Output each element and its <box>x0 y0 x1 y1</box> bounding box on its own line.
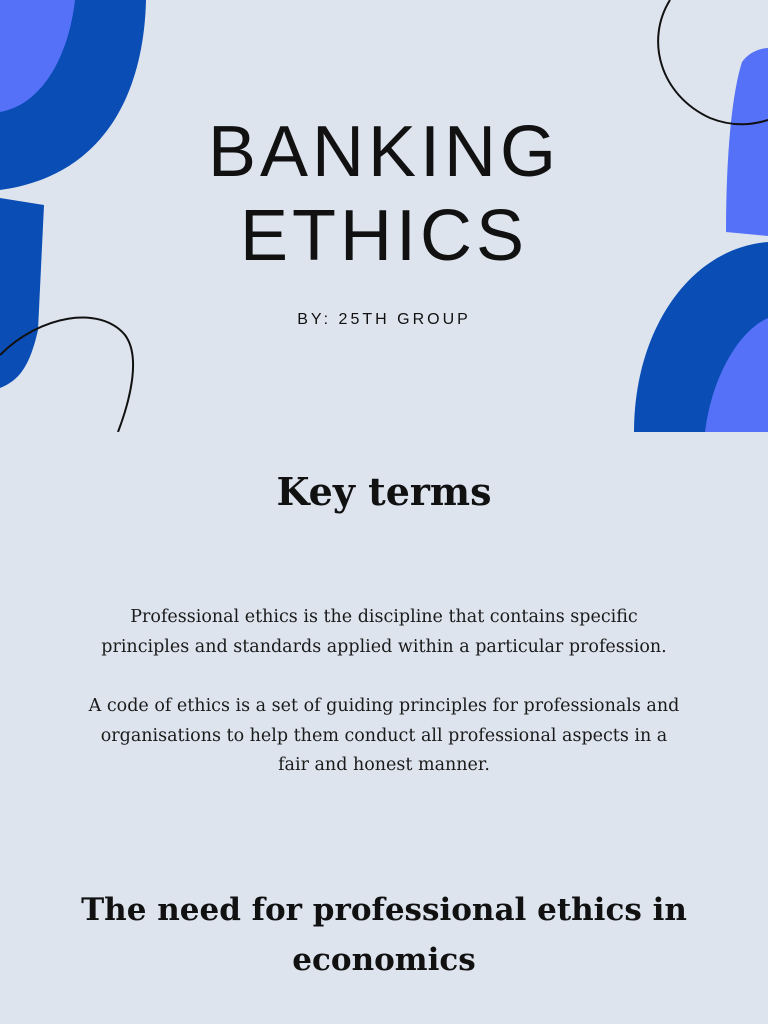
code-of-ethics-definition: A code of ethics is a set of guiding principles for professionals and organisations to help them conduct all professional aspects in a fair and honest manner. <box>88 696 680 775</box>
title-line-banking: BANKING <box>207 112 561 192</box>
need-for-ethics-heading: The need for professional ethics in economics <box>81 892 687 978</box>
byline: BY: 25TH GROUP <box>297 311 471 328</box>
cover-section <box>0 0 768 432</box>
key-terms-heading: Key terms <box>276 469 492 514</box>
title-line-ethics: ETHICS <box>239 196 529 276</box>
professional-ethics-definition: Professional ethics is the discipline that contains specific principles and standards applied within a particular profession. <box>101 607 667 657</box>
